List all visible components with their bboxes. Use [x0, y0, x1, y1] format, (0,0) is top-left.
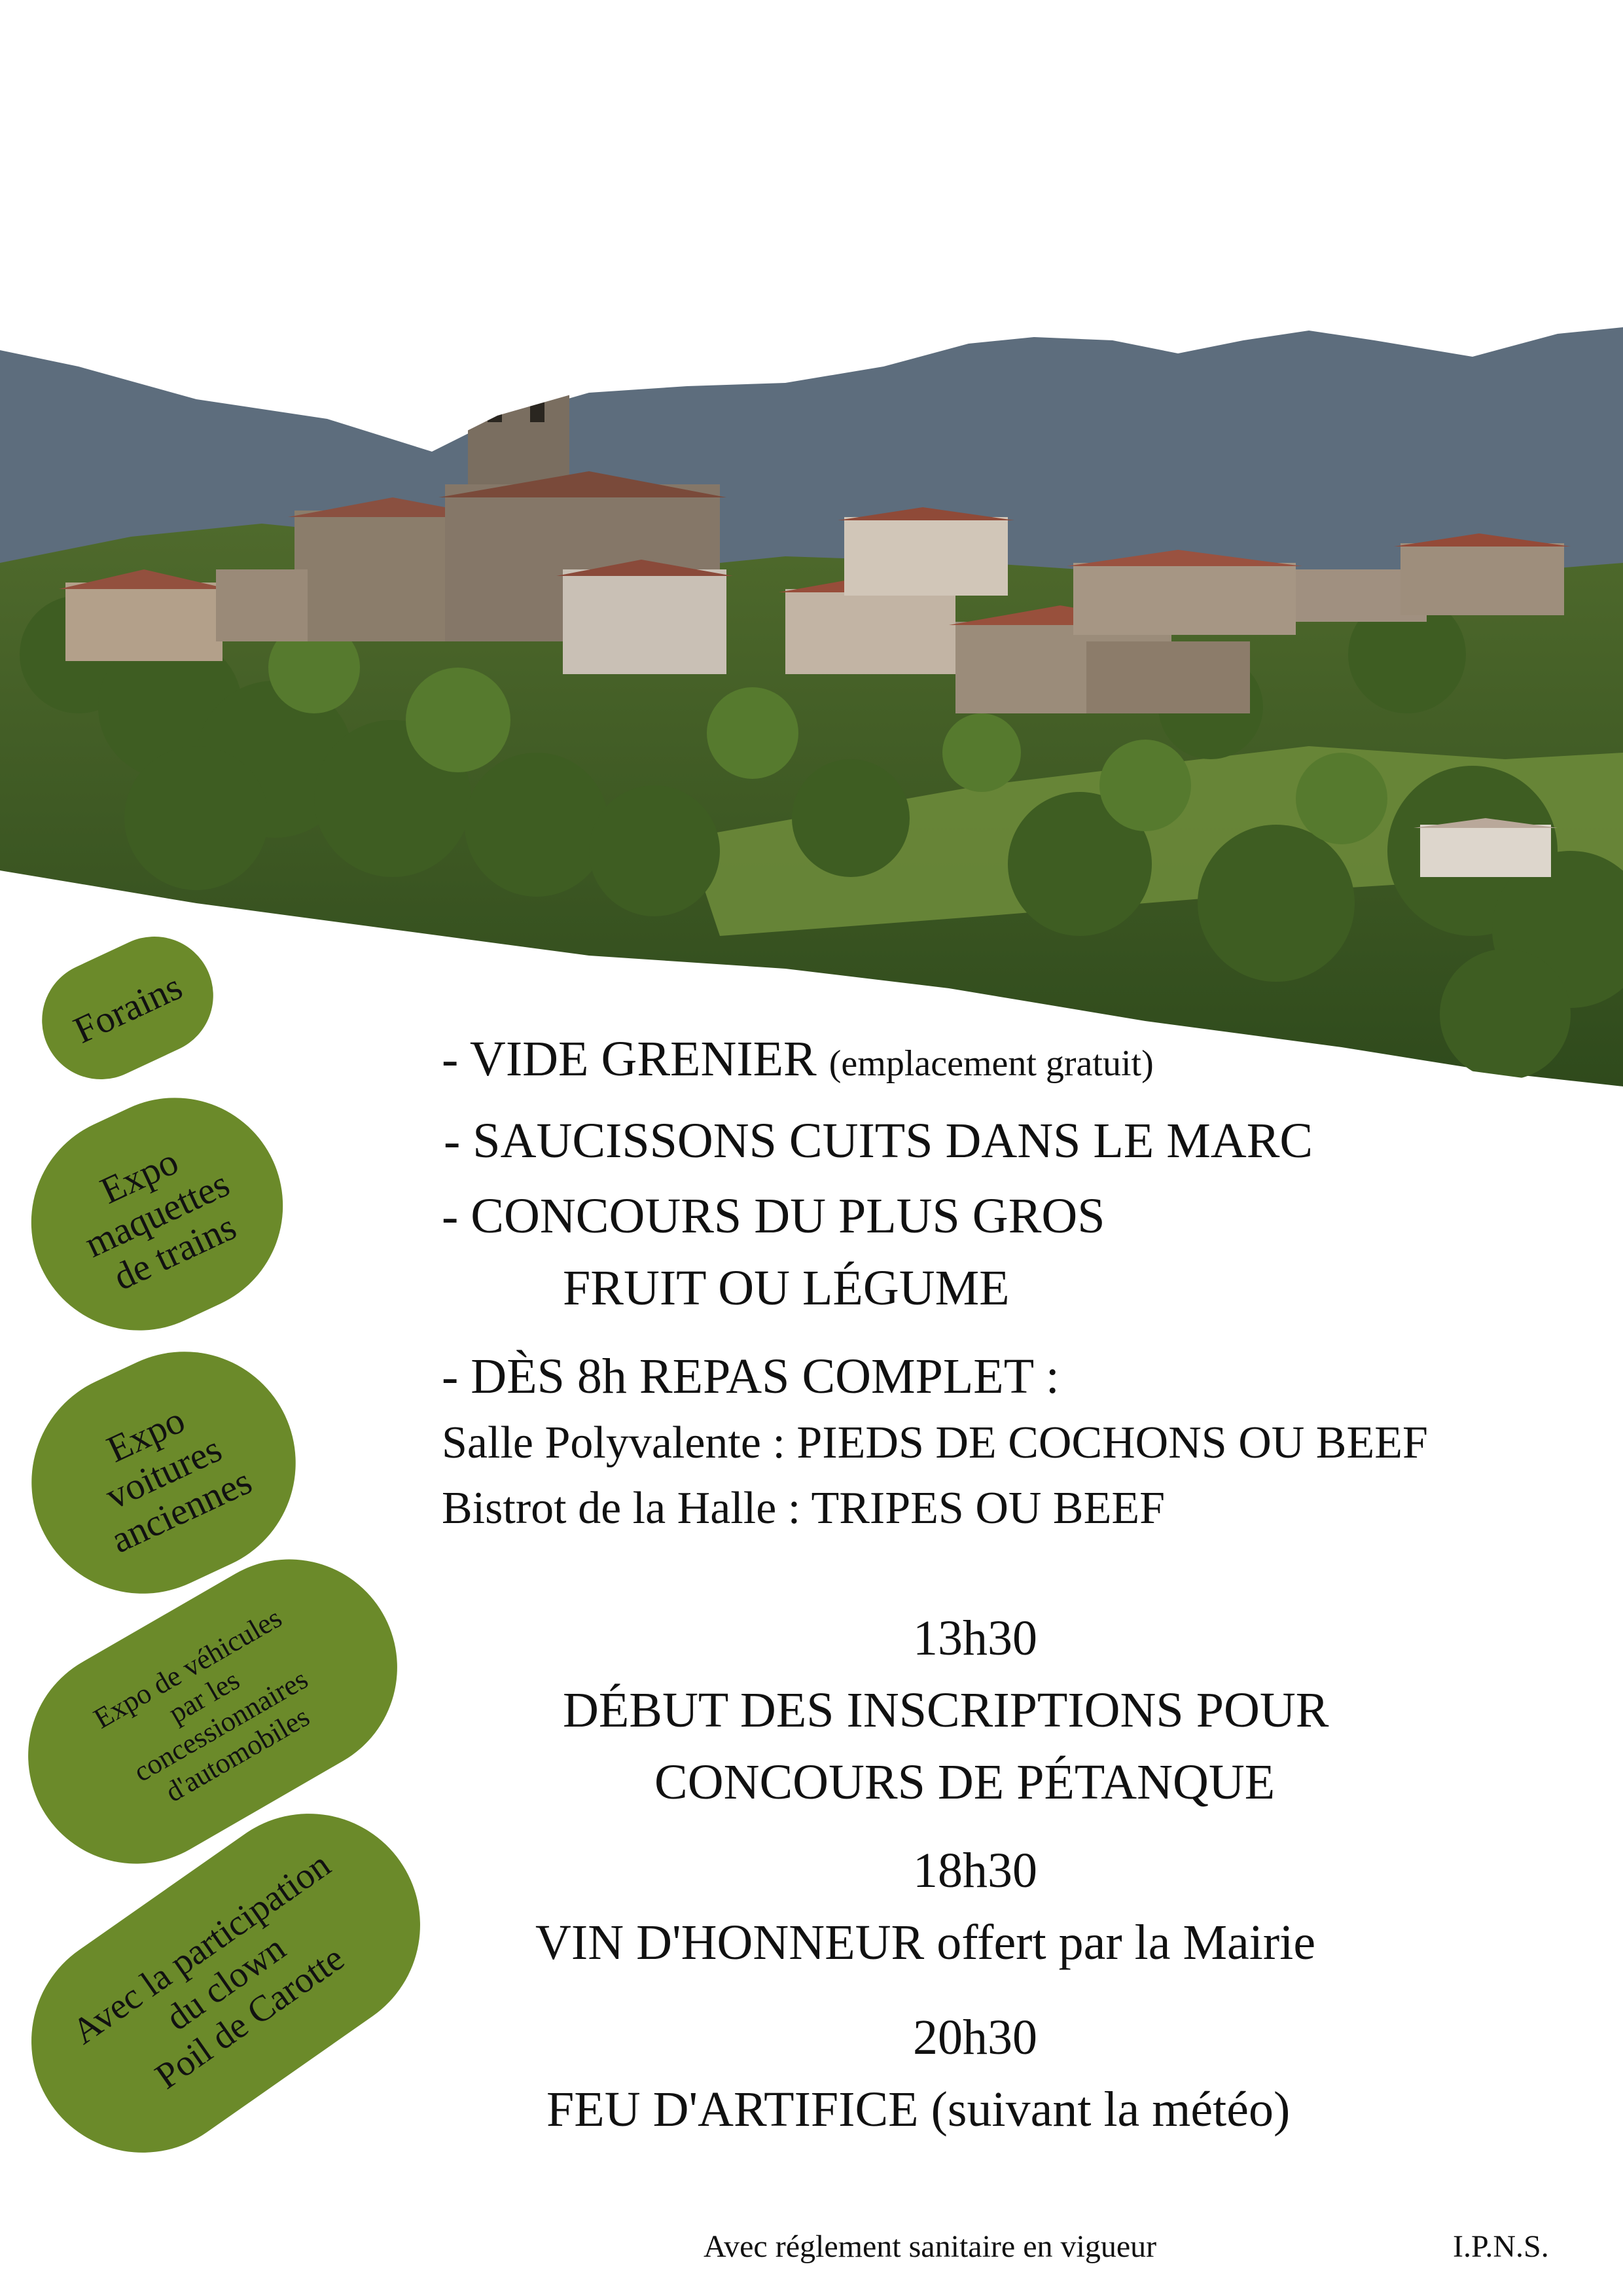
event-petanque: CONCOURS DE PÉTANQUE	[654, 1755, 1275, 1810]
time-13h30: 13h30	[913, 1611, 1037, 1666]
village-landscape-photo	[0, 0, 1623, 1113]
badge-expo-vehicules: Expo de véhicules par les concessionnaires d'automobiles	[0, 1520, 437, 1903]
event-vin-honneur: VIN D'HONNEUR offert par la Mairie	[535, 1915, 1316, 1970]
badge-clown: Avec la participation du clown Poil de Carotte	[0, 1770, 464, 2196]
badge-expo-voitures: Expo voitures anciennes	[0, 1315, 332, 1630]
item-bistrot: Bistrot de la Halle : TRIPES OU BEEF	[442, 1483, 1166, 1534]
event-inscriptions: DÉBUT DES INSCRIPTIONS POUR	[563, 1683, 1329, 1738]
badge-expo-trains: Expo maquettes de trains	[0, 1062, 318, 1366]
item-salle: Salle Polyvalente : PIEDS DE COCHONS OU BEEF	[442, 1418, 1428, 1468]
item-concours-2: FRUIT OU LÉGUME	[563, 1261, 1010, 1316]
badge-forains: Forains	[23, 917, 233, 1098]
footer-ipns: I.P.N.S.	[1453, 2229, 1549, 2264]
item-vide-grenier: - VIDE GRENIER (emplacement gratuit)	[442, 1031, 1154, 1086]
time-20h30: 20h30	[913, 2010, 1037, 2065]
vide-grenier-note: (emplacement gratuit)	[829, 1043, 1154, 1084]
item-repas: - DÈS 8h REPAS COMPLET :	[442, 1349, 1060, 1404]
event-feu-artifice: FEU D'ARTIFICE (suivant la météo)	[546, 2082, 1291, 2137]
item-concours-1: - CONCOURS DU PLUS GROS	[442, 1189, 1105, 1244]
footer-sanitaire: Avec réglement sanitaire en vigueur	[704, 2229, 1157, 2264]
item-saucissons: - SAUCISSONS CUITS DANS LE MARC	[444, 1113, 1313, 1168]
time-18h30: 18h30	[913, 1843, 1037, 1898]
